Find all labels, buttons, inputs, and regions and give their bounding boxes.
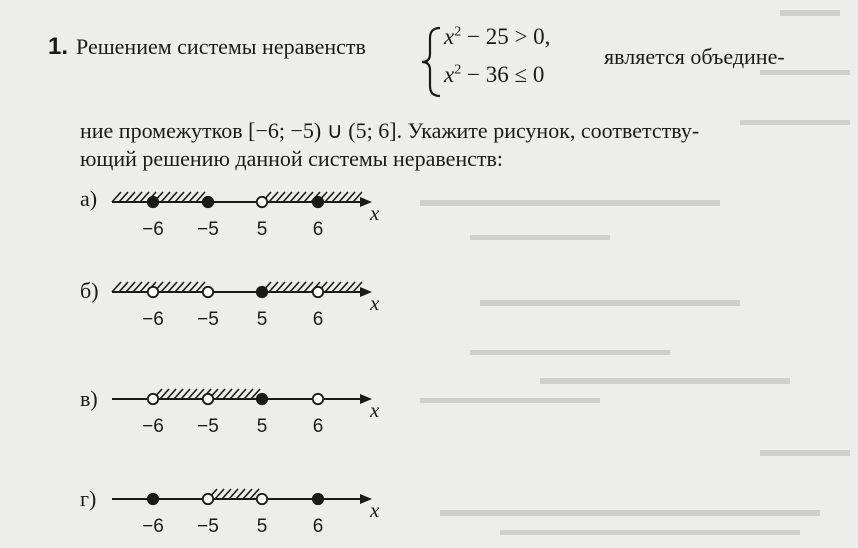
option-a-point-filled-1 — [203, 197, 213, 207]
option-a-label[interactable]: а) — [80, 186, 98, 211]
ineq2-var: x — [444, 62, 455, 87]
option-a-point-filled-3 — [313, 197, 323, 207]
option-g-axis-var: x — [370, 498, 380, 522]
option-g-tick-label-0: −6 — [142, 516, 164, 537]
problem-line-1-tail: является объедине- — [604, 44, 785, 69]
option-b-tick-label-2: 5 — [256, 309, 268, 330]
option-g-hatch-0 — [208, 489, 259, 499]
option-v-point-open-3 — [313, 394, 323, 404]
option-b-point-open-1 — [203, 287, 213, 297]
option-g-tick-label-2: 5 — [256, 516, 268, 537]
option-g-point-filled-3 — [313, 494, 323, 504]
option-b-label[interactable]: б) — [80, 278, 99, 303]
option-v-point-open-0 — [148, 394, 158, 404]
ineq1-var: x — [444, 24, 455, 49]
option-a-tick-label-3: 6 — [312, 219, 324, 240]
option-b-point-open-0 — [148, 287, 158, 297]
option-b-point-filled-2 — [257, 287, 267, 297]
problem-line-3: ющий решению данной системы неравенств: — [80, 146, 504, 171]
ineq1-rest: − 25 > 0, — [461, 24, 551, 49]
option-v-point-open-1 — [203, 394, 213, 404]
ineq1-exp: 2 — [454, 24, 462, 40]
option-g-point-open-1 — [203, 494, 213, 504]
option-a-tick-label-2: 5 — [256, 219, 268, 240]
option-g-point-open-2 — [257, 494, 267, 504]
option-v-tick-label-3: 6 — [312, 416, 324, 437]
option-b-hatch-1 — [262, 282, 362, 292]
option-v-tick-label-1: −5 — [197, 416, 219, 437]
problem-line-2: ние промежутков [−6; −5) ∪ (5; 6]. Укажите рисунок, соответству- — [80, 118, 700, 143]
option-g-tick-label-3: 6 — [312, 516, 324, 537]
option-a-tick-label-0: −6 — [142, 219, 164, 240]
option-b-tick-label-0: −6 — [142, 309, 164, 330]
option-a-hatch-1 — [262, 192, 362, 202]
option-b-tick-label-1: −5 — [197, 309, 219, 330]
option-b-axis-var: x — [370, 291, 380, 315]
ineq2-exp: 2 — [454, 62, 462, 78]
option-v-axis-var: x — [370, 398, 380, 422]
option-b-point-open-3 — [313, 287, 323, 297]
option-v-point-filled-2 — [257, 394, 267, 404]
option-g-point-filled-0 — [148, 494, 158, 504]
option-g-tick-label-1: −5 — [197, 516, 219, 537]
option-a-point-open-2 — [257, 197, 267, 207]
option-g-label[interactable]: г) — [80, 486, 97, 511]
option-v-tick-label-2: 5 — [256, 416, 268, 437]
option-b-tick-label-3: 6 — [312, 309, 324, 330]
option-v-label[interactable]: в) — [80, 386, 98, 411]
problem-number: 1. — [48, 33, 69, 60]
option-a-tick-label-1: −5 — [197, 219, 219, 240]
problem-intro: Решением системы неравенств — [76, 34, 366, 59]
option-v-tick-label-0: −6 — [142, 416, 164, 437]
option-a-axis-var: x — [370, 201, 380, 225]
option-a-point-filled-0 — [148, 197, 158, 207]
ineq2-rest: − 36 ≤ 0 — [461, 62, 545, 87]
